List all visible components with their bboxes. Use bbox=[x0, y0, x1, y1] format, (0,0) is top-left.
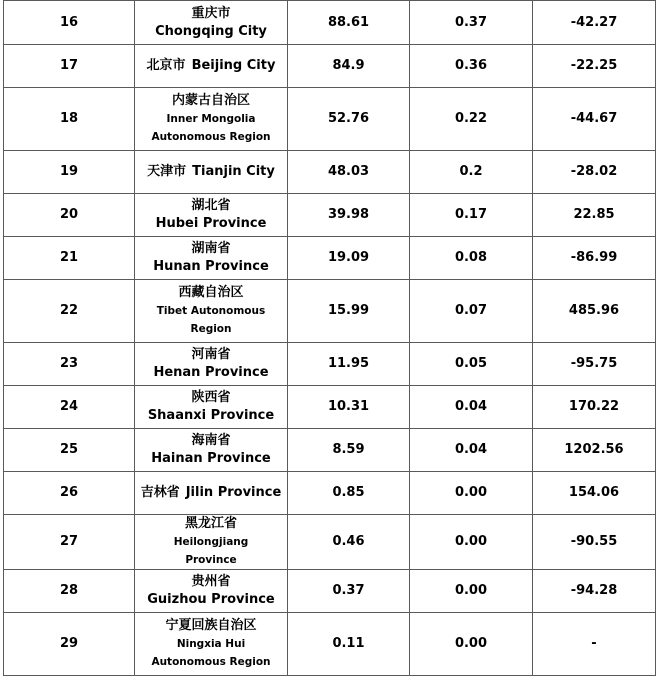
region-name-en: Tibet Autonomous Region bbox=[156, 305, 266, 335]
region-name-en: Ningxia Hui Autonomous Region bbox=[151, 638, 271, 668]
region-name-cn: 海南省 bbox=[191, 433, 231, 448]
value-cell-3: -86.99 bbox=[533, 237, 656, 280]
rank-cell: 17 bbox=[4, 45, 135, 88]
table-row bbox=[4, 194, 656, 237]
value-cell-3: -95.75 bbox=[533, 343, 656, 386]
table-row bbox=[4, 1, 656, 45]
region-name-en: Chongqing City bbox=[155, 23, 267, 39]
rank-cell: 24 bbox=[4, 386, 135, 429]
rank-cell: 28 bbox=[4, 570, 135, 613]
rank-cell: 21 bbox=[4, 237, 135, 280]
region-name-en: Inner Mongolia Autonomous Region bbox=[151, 113, 271, 143]
region-name-en: Hainan Province bbox=[151, 451, 271, 466]
region-cell bbox=[135, 88, 288, 151]
rank-cell: 20 bbox=[4, 194, 135, 237]
value-cell-2: 0.00 bbox=[410, 613, 533, 676]
value-cell-2: 0.00 bbox=[410, 570, 533, 613]
rank-cell: 26 bbox=[4, 472, 135, 515]
region-name-cn: 湖南省 bbox=[191, 241, 231, 256]
region-name-cn: 黑龙江省 bbox=[184, 516, 237, 531]
region-cell bbox=[135, 343, 288, 386]
region-cell bbox=[135, 570, 288, 613]
region-name-en: Hunan Province bbox=[153, 259, 269, 274]
value-cell-1: 0.11 bbox=[288, 613, 410, 676]
value-cell-2: 0.37 bbox=[410, 1, 533, 45]
table-row bbox=[4, 343, 656, 386]
value-cell-2: 0.07 bbox=[410, 280, 533, 343]
value-cell-3: -44.67 bbox=[533, 88, 656, 151]
value-cell-3: 170.22 bbox=[533, 386, 656, 429]
region-name-cn: 重庆市 bbox=[191, 5, 231, 21]
region-name-cn: 内蒙古自治区 bbox=[171, 93, 250, 108]
rank-cell: 23 bbox=[4, 343, 135, 386]
table-body bbox=[4, 1, 656, 676]
value-cell-1: 19.09 bbox=[288, 237, 410, 280]
region-cell bbox=[135, 613, 288, 676]
region-cell bbox=[135, 1, 288, 45]
table-row bbox=[4, 472, 656, 515]
value-cell-1: 39.98 bbox=[288, 194, 410, 237]
rank-cell: 25 bbox=[4, 429, 135, 472]
province-data-table bbox=[3, 0, 656, 676]
region-name-en: Hubei Province bbox=[155, 216, 267, 231]
table-row bbox=[4, 386, 656, 429]
region-name-cn: 湖北省 bbox=[191, 198, 231, 213]
value-cell-2: 0.08 bbox=[410, 237, 533, 280]
region-name-en: Shaanxi Province bbox=[147, 408, 275, 423]
region-cell bbox=[135, 515, 288, 570]
table-row bbox=[4, 570, 656, 613]
table-row bbox=[4, 45, 656, 88]
table-row bbox=[4, 613, 656, 676]
region-name-en: Jilin Province bbox=[185, 485, 282, 500]
value-cell-3: 22.85 bbox=[533, 194, 656, 237]
table-row bbox=[4, 429, 656, 472]
region-cell bbox=[135, 194, 288, 237]
value-cell-1: 0.37 bbox=[288, 570, 410, 613]
value-cell-1: 8.59 bbox=[288, 429, 410, 472]
rank-cell: 16 bbox=[4, 1, 135, 45]
region-name-cn: 河南省 bbox=[191, 347, 231, 362]
value-cell-3: -94.28 bbox=[533, 570, 656, 613]
rank-cell: 22 bbox=[4, 280, 135, 343]
region-name-cn: 陕西省 bbox=[191, 390, 231, 405]
table-row bbox=[4, 515, 656, 570]
value-cell-3: -22.25 bbox=[533, 45, 656, 88]
value-cell-2: 0.05 bbox=[410, 343, 533, 386]
table-row bbox=[4, 88, 656, 151]
value-cell-1: 48.03 bbox=[288, 151, 410, 194]
value-cell-3: - bbox=[533, 613, 656, 676]
value-cell-2: 0.04 bbox=[410, 386, 533, 429]
region-cell bbox=[135, 45, 288, 88]
value-cell-1: 15.99 bbox=[288, 280, 410, 343]
region-name-cn: 宁夏回族自治区 bbox=[165, 618, 257, 633]
rank-cell: 18 bbox=[4, 88, 135, 151]
value-cell-2: 0.2 bbox=[410, 151, 533, 194]
region-name-en: Beijing City bbox=[191, 58, 276, 73]
region-cell bbox=[135, 386, 288, 429]
value-cell-1: 84.9 bbox=[288, 45, 410, 88]
value-cell-2: 0.00 bbox=[410, 515, 533, 570]
value-cell-2: 0.17 bbox=[410, 194, 533, 237]
value-cell-1: 88.61 bbox=[288, 1, 410, 45]
region-name-cn: 北京市 bbox=[146, 58, 186, 73]
value-cell-1: 0.85 bbox=[288, 472, 410, 515]
region-name-cn: 吉林省 bbox=[140, 485, 180, 500]
region-name-en: Guizhou Province bbox=[147, 592, 275, 607]
table-row bbox=[4, 151, 656, 194]
region-cell bbox=[135, 237, 288, 280]
region-cell bbox=[135, 151, 288, 194]
table-row bbox=[4, 237, 656, 280]
region-name-cn: 天津市 bbox=[147, 164, 187, 179]
value-cell-2: 0.00 bbox=[410, 472, 533, 515]
value-cell-1: 52.76 bbox=[288, 88, 410, 151]
value-cell-2: 0.04 bbox=[410, 429, 533, 472]
value-cell-1: 10.31 bbox=[288, 386, 410, 429]
rank-cell: 29 bbox=[4, 613, 135, 676]
table-row bbox=[4, 280, 656, 343]
rank-cell: 27 bbox=[4, 515, 135, 570]
value-cell-3: 485.96 bbox=[533, 280, 656, 343]
region-cell bbox=[135, 280, 288, 343]
value-cell-1: 11.95 bbox=[288, 343, 410, 386]
region-name-en: Tianjin City bbox=[192, 164, 275, 179]
value-cell-1: 0.46 bbox=[288, 515, 410, 570]
value-cell-2: 0.22 bbox=[410, 88, 533, 151]
region-name-cn: 贵州省 bbox=[191, 574, 231, 589]
value-cell-2: 0.36 bbox=[410, 45, 533, 88]
value-cell-3: -28.02 bbox=[533, 151, 656, 194]
value-cell-3: 1202.56 bbox=[533, 429, 656, 472]
region-cell bbox=[135, 429, 288, 472]
region-name-en: Henan Province bbox=[153, 365, 269, 380]
region-cell bbox=[135, 472, 288, 515]
value-cell-3: -42.27 bbox=[533, 1, 656, 45]
rank-cell: 19 bbox=[4, 151, 135, 194]
value-cell-3: -90.55 bbox=[533, 515, 656, 570]
region-name-en: Heilongjiang Province bbox=[173, 536, 249, 566]
region-name-cn: 西藏自治区 bbox=[178, 285, 244, 300]
value-cell-3: 154.06 bbox=[533, 472, 656, 515]
